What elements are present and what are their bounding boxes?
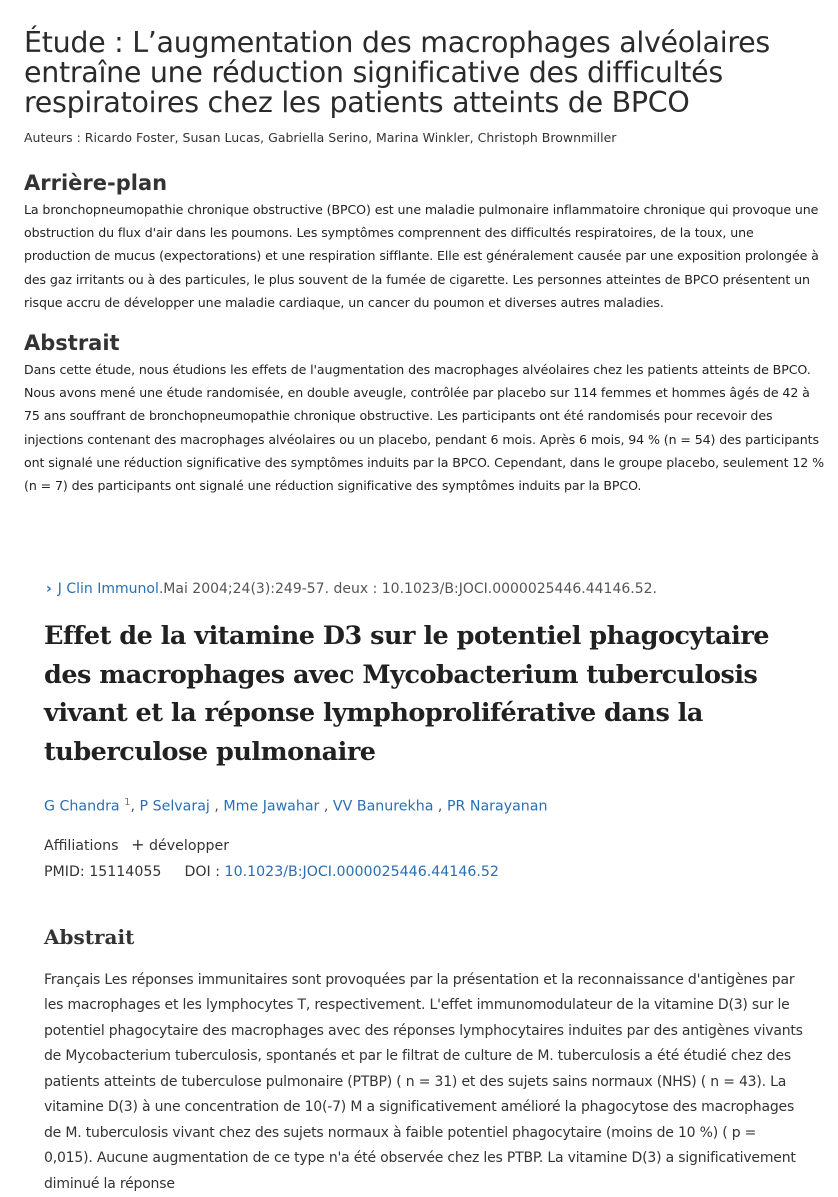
author-link[interactable]: P Selvaraj: [139, 798, 210, 815]
affiliations-row: [44, 835, 804, 856]
citation-line: [46, 578, 804, 600]
author-list: G Chandra $^1$, P Selvaraj , Mme Jawahar , VV Banurekha , PR Narayanan: [44, 797, 548, 815]
study-title: Étude : L’augmentation des macrophages alvéolaires entraîne une réduction significative des difficultés respiratoires chez les patients atteints de BPCO: [24, 26, 770, 119]
citation-details: Mai 2004;24(3):249-57. deux : 10.1023/B:JOCI.0000025446.44146.52.: [163, 581, 657, 597]
author-link[interactable]: G Chandra: [44, 798, 120, 815]
author-link[interactable]: Mme Jawahar: [223, 798, 320, 815]
affiliation-ref[interactable]: 1: [124, 797, 131, 808]
expand-button[interactable]: développer: [149, 837, 230, 854]
chevron-right-icon[interactable]: ›: [46, 581, 52, 597]
study-abstract-heading: Abstrait: [24, 331, 120, 356]
study-abstract-text: Dans cette étude, nous étudions les effets de l'augmentation des macrophages alvéolaires chez les patients atteints de BPCO. Nous avons mené une étude randomisée, en double aveugle, contrôlée par placebo sur 114 femmes et hommes âgés de 42 à 75 ans souffrant de bronchopneumopathie chronique obstructive. Les participants ont été randomisés pour recevoir des injections contenant des macrophages alvéolaires ou un placebo, pendant 6 mois. Après 6 mois, 94 % (n = 54) des participants ont signalé une réduction significative des symptômes induits par la BPCO. Cependant, dans le groupe placebo, seulement 12 % (n = 7) des participants ont signalé une réduction significative des symptômes induits par la BPCO.: [24, 362, 824, 494]
study-authors: Auteurs : Ricardo Foster, Susan Lucas, Gabriella Serino, Marina Winkler, Christoph Brownmiller: [24, 130, 617, 145]
article-section: [44, 578, 804, 1197]
identifiers-row: [44, 862, 804, 882]
journal-link[interactable]: J Clin Immunol.: [57, 581, 164, 597]
study-section: [24, 28, 824, 497]
pmid: PMID: 15114055: [44, 863, 162, 880]
article-abstract-heading: Abstrait: [44, 924, 135, 949]
background-text: La bronchopneumopathie chronique obstructive (BPCO) est une maladie pulmonaire inflammatoire chronique qui provoque une obstruction du flux d'air dans les poumons. Les symptômes comprennent des difficultés respiratoires, de la toux, une production de mucus (expectorations) et une respiration sifflante. Elle est généralement causée par une exposition prolongée à des gaz irritants ou à des particules, le plus souvent de la fumée de cigarette. Les personnes atteintes de BPCO présentent un risque accru de développer une maladie cardiaque, un cancer du poumon et diverses autres maladies.: [24, 202, 819, 310]
expand-plus-icon[interactable]: +: [131, 834, 145, 854]
background-heading: Arrière-plan: [24, 171, 168, 195]
doi-label: DOI :: [184, 863, 221, 880]
article-title: Effet de la vitamine D3 sur le potentiel phagocytaire des macrophages avec Mycobacterium tuberculosis vivant et la réponse lymphoproliférative dans la tuberculose pulmonaire: [44, 621, 769, 767]
affiliations-label: Affiliations: [44, 837, 119, 854]
article-abstract-text: Français Les réponses immunitaires sont provoquées par la présentation et la reconnaissance d'antigènes par les macrophages et les lymphocytes T, respectivement. L'effet immunomodulateur de la vitamine D(3) sur le potentiel phagocytaire des macrophages avec des réponses lymphocytaires induites par des antigènes vivants de Mycobacterium tuberculosis, spontanés et par le filtrat de culture de M. tuberculosis a été étudié chez des patients atteints de tuberculose pulmonaire (PTBP) ( n = 31) et des sujets sains normaux (NHS) ( n = 43). La vitamine D(3) à une concentration de 10(-7) M a significativement amélioré la phagocytose des macrophages de M. tuberculosis vivant chez des sujets normaux à faible potentiel phagocytaire (moins de 10 %) ( p = 0,015). Aucune augmentation de ce type n'a été observée chez les PTBP. La vitamine D(3) a significativement diminué la réponse: [44, 971, 803, 1192]
author-link[interactable]: PR Narayanan: [446, 798, 548, 815]
author-link[interactable]: VV Banurekha: [332, 798, 434, 815]
doi-link[interactable]: 10.1023/B:JOCI.0000025446.44146.52: [224, 863, 499, 880]
